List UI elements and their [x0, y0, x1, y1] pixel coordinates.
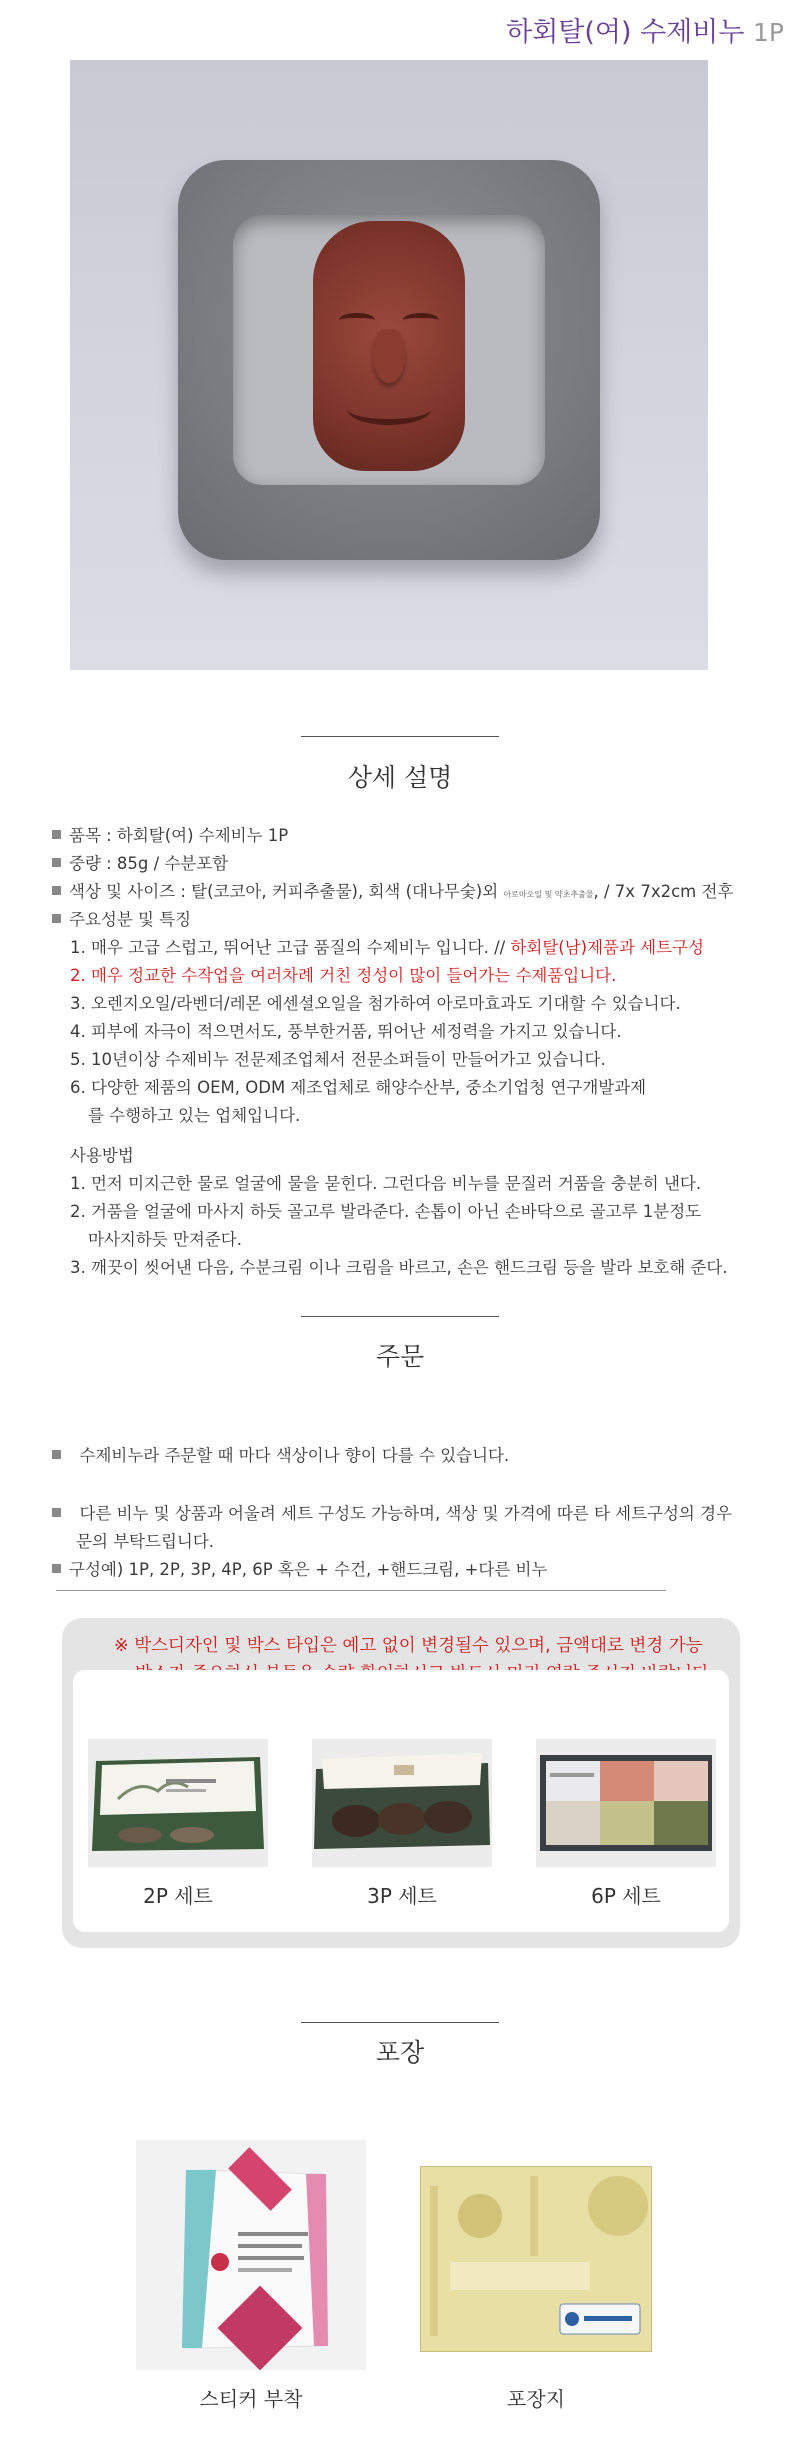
section-divider	[301, 1316, 499, 1317]
order-section-title: 주문	[375, 1342, 425, 1371]
box-notice-panel	[62, 1618, 740, 1948]
feature-3: 3. 오렌지오일/라벤더/레몬 에센셜오일을 첨가하여 아로마효과도 기대할 수 있습니다.	[70, 994, 681, 1013]
spec-ingredients-heading: 주요성분 및 특징	[52, 906, 191, 930]
mask-mouth	[347, 393, 431, 425]
order-note-3: 구성예) 1P, 2P, 3P, 4P, 6P 혹은 + 수건, +핸드크림, +다른 비누	[52, 1556, 547, 1580]
section-divider	[301, 736, 499, 737]
feature-2: 2. 매우 정교한 수작업을 여러차례 거친 정성이 많이 들어가는 수제품입니다.	[70, 966, 617, 985]
mask-right-eye	[403, 313, 439, 327]
sticker-package-label: 스티커 부착	[199, 2387, 303, 2411]
bullet-square-icon	[52, 914, 61, 923]
set-6p-label: 6P 세트	[591, 1884, 661, 1908]
box-notice-line-1: ※ 박스디자인 및 박스 타입은 예고 없이 변경될수 있으며, 금액대로 변경 가능	[114, 1636, 703, 1656]
bullet-square-icon	[52, 1508, 61, 1517]
mask-left-eye	[339, 313, 375, 327]
feature-5: 5. 10년이상 수제비누 전문제조업체서 전문소퍼들이 만들어가고 있습니다.	[70, 1050, 606, 1069]
usage-step-2-continued: 마사지하듯 만져준다.	[88, 1230, 242, 1249]
product-photo	[70, 60, 708, 670]
set-6p-image	[536, 1739, 716, 1867]
spec-weight: 중량 : 85g / 수분포함	[52, 850, 228, 874]
packaging-section-title: 포장	[375, 2038, 425, 2067]
mask-nose	[373, 329, 405, 383]
feature-6: 6. 다양한 제품의 OEM, ODM 제조업체로 해양수산부, 중소기업청 연구개발과제	[70, 1078, 647, 1097]
usage-step-1: 1. 먼저 미지근한 물로 얼굴에 물을 묻힌다. 그런다음 비누를 문질러 거품을 충분히 낸다.	[70, 1174, 702, 1193]
stone-tray	[178, 160, 600, 560]
usage-step-3: 3. 깨끗이 씻어낸 다음, 수분크림 이나 크림을 바르고, 손은 핸드크림 등을 발라 보호해 준다.	[70, 1258, 728, 1277]
bullet-square-icon	[52, 1564, 61, 1573]
bullet-square-icon	[52, 886, 61, 895]
usage-heading: 사용방법	[70, 1146, 134, 1165]
mask-soap	[313, 221, 465, 471]
set-2p-image	[88, 1739, 268, 1867]
order-note-2: 다른 비누 및 상품과 어울려 세트 구성도 가능하며, 색상 및 가격에 따른 타 세트구성의 경우	[52, 1500, 732, 1524]
wrapping-paper-image	[420, 2166, 652, 2352]
order-divider	[56, 1590, 666, 1591]
product-quantity: 1P	[753, 18, 784, 47]
order-note-2-continued: 문의 부탁드립니다.	[76, 1532, 215, 1551]
wrapping-paper-label: 포장지	[507, 2387, 565, 2411]
bullet-square-icon	[52, 858, 61, 867]
product-title	[506, 10, 784, 49]
stone-tray-hollow	[233, 215, 545, 485]
product-name: 하회탈(여) 수제비누	[506, 17, 745, 48]
feature-6-continued: 를 수행하고 있는 업체입니다.	[88, 1106, 301, 1125]
section-divider	[301, 2022, 499, 2023]
feature-4: 4. 피부에 자극이 적으면서도, 풍부한거품, 뛰어난 세정력을 가지고 있습니다.	[70, 1022, 622, 1041]
set-3p-label: 3P 세트	[367, 1884, 437, 1908]
set-2p-label: 2P 세트	[143, 1884, 213, 1908]
spec-item: 품목 : 하회탈(여) 수제비누 1P	[52, 822, 288, 846]
bullet-square-icon	[52, 1450, 61, 1459]
feature-1: 1. 매우 고급 스럽고, 뛰어난 고급 품질의 수제비누 입니다. // 하회탈(남)제품과 세트구성	[70, 938, 704, 957]
bullet-square-icon	[52, 830, 61, 839]
detail-section-title: 상세 설명	[347, 763, 453, 792]
set-3p-image	[312, 1739, 492, 1867]
spec-color-size: 색상 및 사이즈 : 탈(코코아, 커피추출물), 회색 (대나무숯)외 아로마오일 및 약초추출물, / 7x 7x2cm 전후	[52, 878, 733, 902]
usage-step-2: 2. 거품을 얼굴에 마사지 하듯 골고루 발라준다. 손톱이 아닌 손바닥으로 골고루 1분정도	[70, 1202, 702, 1221]
order-note-1: 수제비누라 주문할 때 마다 색상이나 향이 다를 수 있습니다.	[52, 1442, 509, 1466]
sticker-package-image	[136, 2140, 366, 2370]
